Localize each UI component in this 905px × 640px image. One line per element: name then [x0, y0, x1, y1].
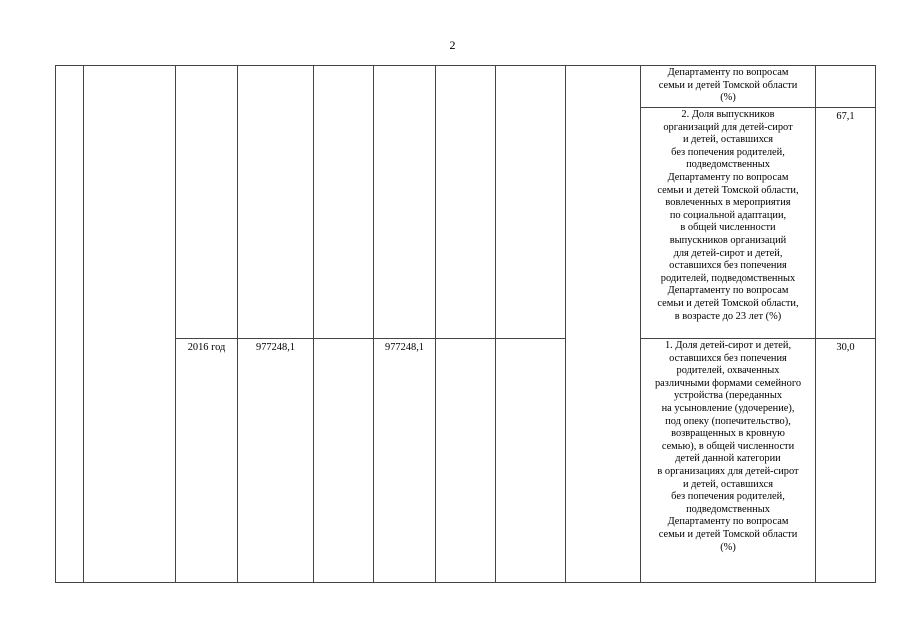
indicator-line: возвращенных в кровную — [671, 428, 785, 440]
indicator-line: устройства (переданных — [673, 390, 783, 402]
indicator-line: оставшихся без попечения — [669, 260, 787, 272]
federal-cell — [314, 339, 374, 583]
indicator-line: вовлеченных в мероприятия — [665, 197, 791, 209]
page-number: 2 — [449, 38, 456, 52]
indicator-line: (%) — [720, 541, 736, 553]
empty-cell — [566, 66, 641, 583]
empty-cell — [56, 66, 84, 583]
indicator-line: без попечения родителей, — [671, 146, 785, 158]
indicator-line: для детей-сирот и детей, — [673, 247, 783, 259]
regional-cell — [374, 66, 436, 339]
empty-cell — [84, 66, 176, 583]
table-row — [56, 339, 876, 583]
indicator-value: 30,0 — [816, 339, 876, 583]
indicator-line: Департаменту по вопросам — [667, 516, 789, 528]
indicator-line: детей данной категории — [675, 453, 781, 465]
indicator-line: Департаменту по вопросам — [667, 285, 789, 297]
total-cell: 977248,1 — [238, 339, 314, 583]
indicator-line: семьи и детей Томской области — [658, 79, 798, 91]
indicator-line: в организациях для детей-сирот — [657, 465, 799, 477]
year-cell — [176, 66, 238, 339]
indicator-line: оставшихся без попечения — [669, 352, 787, 364]
indicator-line: семьи и детей Томской области, — [657, 184, 799, 196]
other-cell — [496, 339, 566, 583]
indicator-line: различными формами семейного — [654, 377, 802, 389]
indicator-line: семьи и детей Томской области, — [657, 297, 799, 309]
indicator-line: 2. Доля выпускников — [681, 109, 775, 120]
local-cell — [436, 66, 496, 339]
federal-cell — [314, 66, 374, 339]
indicator-line: Департаменту по вопросам — [667, 67, 789, 78]
indicator-value — [816, 66, 876, 108]
indicator-line: организаций для детей-сирот — [663, 121, 793, 133]
indicator-line: по социальной адаптации, — [669, 209, 787, 221]
regional-cell: 977248,1 — [374, 339, 436, 583]
indicator-line: и детей, оставшихся — [682, 134, 774, 146]
indicator-cell — [641, 108, 816, 339]
table-row — [56, 66, 876, 108]
indicator-line: подведомственных — [686, 159, 770, 171]
indicator-cell — [641, 66, 816, 108]
indicator-line: семьи и детей Томской области — [658, 528, 798, 540]
indicator-cell — [641, 339, 816, 583]
indicator-line: родителей, охваченных — [676, 365, 780, 377]
indicator-line: выпускников организаций — [669, 234, 787, 246]
indicator-line: без попечения родителей, — [671, 491, 785, 503]
indicator-line: семью), в общей численности — [661, 440, 795, 452]
indicator-line: Департаменту по вопросам — [667, 171, 789, 183]
indicator-line: (%) — [720, 92, 736, 104]
indicator-line: в общей численности — [680, 222, 776, 234]
year-cell: 2016 год — [176, 339, 238, 583]
indicator-line: на усыновление (удочерение), — [661, 402, 795, 414]
total-cell — [238, 66, 314, 339]
local-cell — [436, 339, 496, 583]
indicator-line: в возрасте до 23 лет (%) — [674, 310, 782, 322]
indicator-line: подведомственных — [686, 503, 770, 515]
indicator-line: и детей, оставшихся — [682, 478, 774, 490]
indicator-line: 1. Доля детей-сирот и детей, — [664, 340, 792, 351]
indicator-value: 67,1 — [816, 108, 876, 339]
indicator-line: родителей, подведомственных — [660, 272, 796, 284]
indicator-line: под опеку (попечительство), — [665, 415, 791, 427]
other-cell — [496, 66, 566, 339]
program-table — [55, 65, 876, 583]
